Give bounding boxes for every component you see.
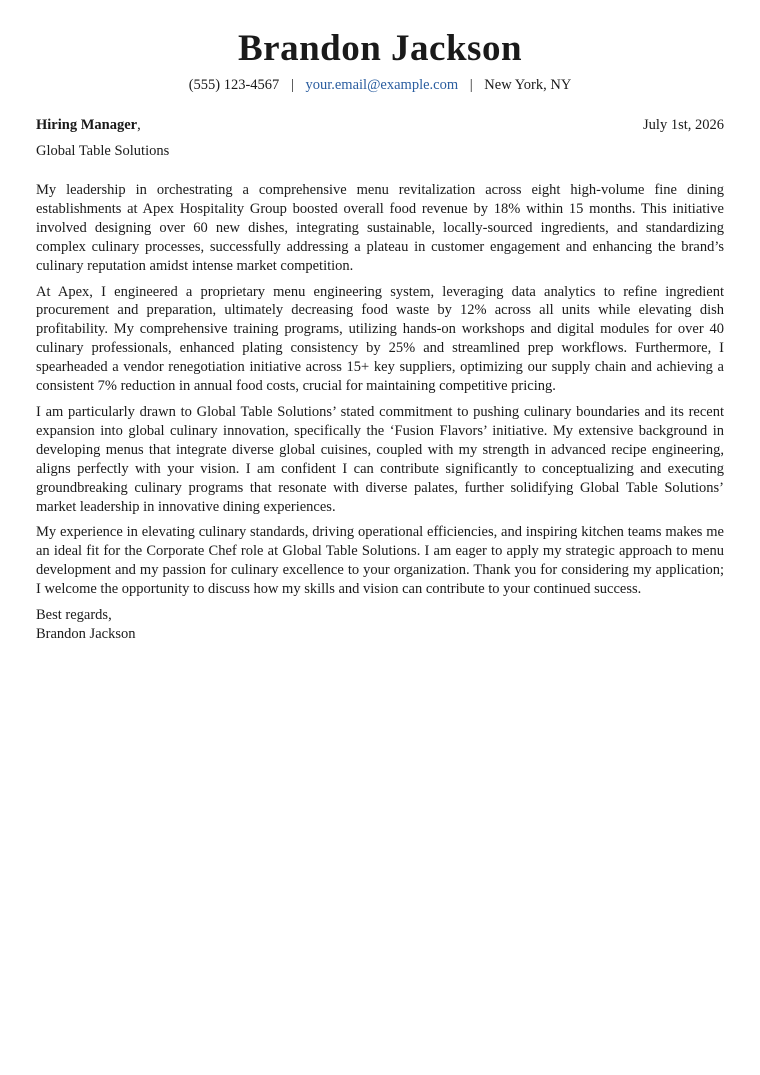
- phone-number: (555) 123-4567: [188, 77, 280, 93]
- recipient-greeting: [36, 116, 141, 135]
- email-link[interactable]: your.email@example.com: [305, 77, 459, 93]
- contact-separator: |: [469, 77, 473, 93]
- cover-letter-page: [36, 0, 724, 644]
- body-paragraph: My leadership in orchestrating a comprehensive menu revitalization across eight high-volume fine dining establishments at Apex Hospitality Group boosted overall food revenue by 18% within 15 months. This initiative involved designing over 60 new dishes, integrating sustainable, locally-sourced ingredients, and standardizing complex culinary processes, successfully addressing a plateau in customer engagement and enhancing the brand’s culinary reputation amidst intense market competition.: [36, 182, 724, 274]
- contact-separator: |: [290, 77, 294, 93]
- letter-body: [36, 181, 724, 599]
- body-paragraph: At Apex, I engineered a proprietary menu engineering system, leveraging data analytics to refine ingredient procurement and preparation, ultimately decreasing food waste by 12% across all units while elevating dish profitability. My comprehensive training programs, utilizing hands-on workshops and digital modules for over 40 culinary professionals, enhanced plating consistency by 25% and streamlined prep workflows. Furthermore, I spearheaded a vendor renegotiation initiative across 15+ key suppliers, optimizing our supply chain and achieving a consistent 7% reduction in annual food costs, crucial for maintaining competitive pricing.: [36, 283, 724, 395]
- signature-name: Brandon Jackson: [36, 626, 136, 643]
- closing-phrase: Best regards,: [36, 607, 112, 624]
- recipient-company: Global Table Solutions: [36, 143, 170, 159]
- letter-date: July 1st, 2026: [643, 117, 724, 133]
- recipient-row: [36, 116, 724, 135]
- body-paragraph: My experience in elevating culinary standards, driving operational efficiencies, and inspiring kitchen teams makes me an ideal fit for the Corporate Chef role at Global Table Solutions. I am eager to apply my strategic approach to menu development and my passion for culinary excellence to your organization. Thank you for considering my application; I welcome the opportunity to discuss how my skills and vision can contribute to your continued success.: [36, 524, 724, 598]
- contact-line: [36, 75, 724, 95]
- closing-block: [36, 606, 724, 644]
- applicant-name: Brandon Jackson: [237, 28, 523, 69]
- recipient-role: Hiring Manager: [36, 117, 138, 133]
- location: New York, NY: [484, 77, 572, 93]
- recipient-role-suffix: ,: [137, 117, 141, 133]
- body-paragraph: I am particularly drawn to Global Table Solutions’ stated commitment to pushing culinary boundaries and its recent expansion into global culinary innovation, specifically the ‘Fusion Flavors’ initiative. My extensive background in developing menus that integrate diverse global cuisines, coupled with my strength in advanced recipe engineering, aligns perfectly with your vision. I am confident I can contribute significantly to conceptualizing and executing groundbreaking culinary programs that resonate with diverse palates, further solidifying Global Table Solutions’ market leadership in innovative dining experiences.: [36, 403, 724, 515]
